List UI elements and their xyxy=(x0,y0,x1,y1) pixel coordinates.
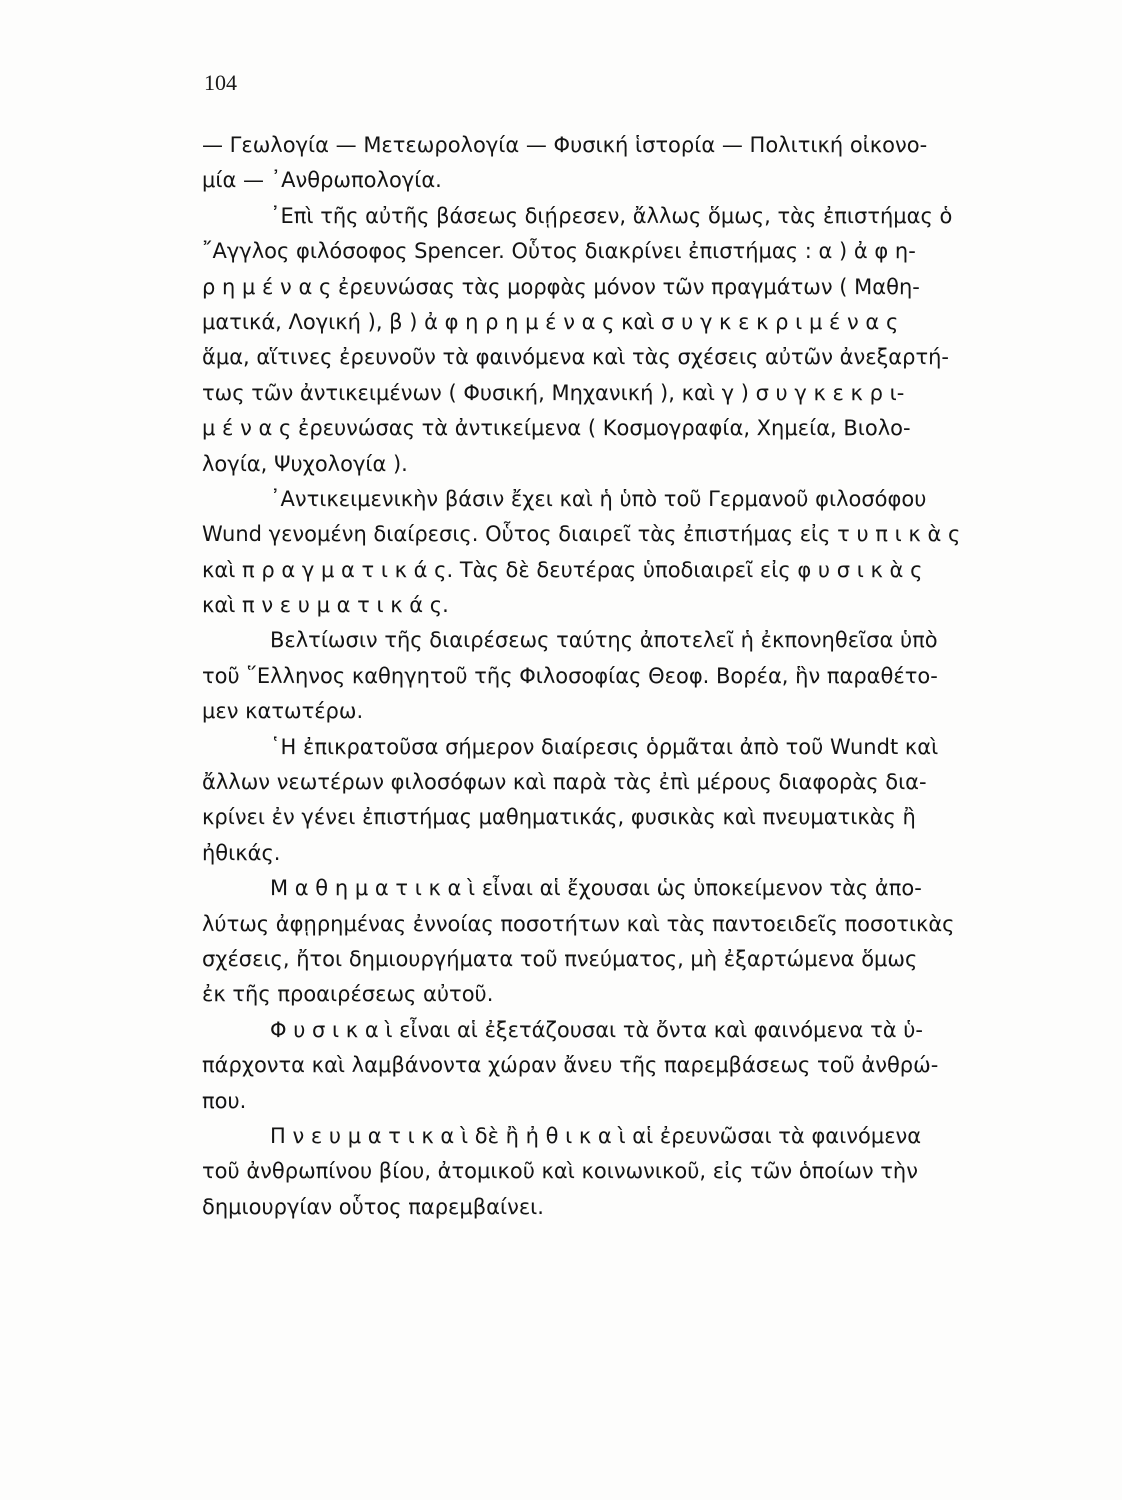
text-line: Π ν ε υ μ α τ ι κ α ὶ δὲ ἢ ἠ θ ι κ α ὶ αἱ ἐρευνῶσαι τὰ φαινόμενα xyxy=(270,1123,922,1148)
text-line: ματικά, Λογική ), β ) ἀ φ η ρ η μ έ ν α ς καὶ σ υ γ κ ε κ ρ ι μ έ ν α ς xyxy=(202,309,899,334)
text-line: καὶ π ρ α γ μ α τ ι κ ά ς. Τὰς δὲ δευτέρας ὑποδιαιρεῖ εἰς φ υ σ ι κ ὰ ς xyxy=(202,557,923,582)
text-line: μεν κατωτέρω. xyxy=(202,699,364,724)
text-line: κρίνει ἐν γένει ἐπιστήμας μαθηματικάς, φυσικὰς καὶ πνευματικὰς ἢ xyxy=(202,805,916,830)
text-line: λύτως ἀφῃρημένας ἐννοίας ποσοτήτων καὶ τὰς παντοειδεῖς ποσοτικὰς xyxy=(202,911,955,936)
text-line: τοῦ ἀνθρωπίνου βίου, ἀτομικοῦ καὶ κοινωνικοῦ, εἰς τῶν ὁποίων τὴν xyxy=(202,1159,918,1184)
text-line: τοῦ ῞Ελληνος καθηγητοῦ τῆς Φιλοσοφίας Θεοφ. Βορέα, ἣν παραθέτο- xyxy=(202,663,938,688)
text-line: που. xyxy=(202,1088,247,1113)
text-line: ἅμα, αἵτινες ἐρευνοῦν τὰ φαινόμενα καὶ τὰς σχέσεις αὐτῶν ἀνεξαρτή- xyxy=(202,345,950,370)
text-line: λογία, Ψυχολογία ). xyxy=(202,451,408,476)
text-line: — Γεωλογία — Μετεωρολογία — Φυσική ἱστορία — Πολιτική οἰκονο- xyxy=(202,133,928,157)
text-line: τως τῶν ἀντικειμένων ( Φυσική, Μηχανική ), καὶ γ ) σ υ γ κ ε κ ρ ι- xyxy=(202,380,905,405)
body-text xyxy=(202,128,1100,1225)
page-number: 104 xyxy=(204,70,237,95)
text-line: Μ α θ η μ α τ ι κ α ὶ εἶναι αἱ ἔχουσαι ὡς ὑποκείμενον τὰς ἀπο- xyxy=(270,876,922,901)
text-line: σχέσεις, ἤτοι δημιουργήματα τοῦ πνεύματος, μὴ ἐξαρτώμενα ὅμως xyxy=(202,946,918,971)
text-line: πάρχοντα καὶ λαμβάνοντα χώραν ἄνευ τῆς παρεμβάσεως τοῦ ἀνθρώ- xyxy=(202,1053,939,1078)
text-line: μία — ᾿Ανθρωπολογία. xyxy=(202,168,442,193)
text-line: δημιουργίαν οὗτος παρεμβαίνει. xyxy=(202,1194,544,1219)
text-line: ᾿Επὶ τῆς αὐτῆς βάσεως διῄρεσεν, ἄλλως ὅμως, τὰς ἐπιστήμας ὁ xyxy=(270,203,953,228)
text-line: ἄλλων νεωτέρων φιλοσόφων καὶ παρὰ τὰς ἐπὶ μέρους διαφορὰς δια- xyxy=(202,770,927,795)
text-line: ἠθικάς. xyxy=(202,840,281,865)
text-line: ῎Αγγλος φιλόσοφος Spencer. Οὗτος διακρίνει ἐπιστήμας : α ) ἀ φ η- xyxy=(202,239,916,264)
text-line: Φ υ σ ι κ α ὶ εἶναι αἱ ἐξετάζουσαι τὰ ὄντα καὶ φαινόμενα τὰ ὑ- xyxy=(270,1017,923,1042)
text-line: ἐκ τῆς προαιρέσεως αὐτοῦ. xyxy=(202,982,494,1007)
text-line: ρ η μ έ ν α ς ἐρευνώσας τὰς μορφὰς μόνον τῶν πραγμάτων ( Μαθη- xyxy=(202,274,920,299)
text-line: μ έ ν α ς ἐρευνώσας τὰ ἀντικείμενα ( Κοσμογραφία, Χημεία, Βιολο- xyxy=(202,416,911,441)
text-line: Βελτίωσιν τῆς διαιρέσεως ταύτης ἀποτελεῖ ἡ ἐκπονηθεῖσα ὑπὸ xyxy=(270,628,938,653)
text-line: ᾿Αντικειμενικὴν βάσιν ἔχει καὶ ἡ ὑπὸ τοῦ Γερμανοῦ φιλοσόφου xyxy=(270,486,927,511)
text-line: Wund γενομένη διαίρεσις. Οὗτος διαιρεῖ τὰς ἐπιστήμας εἰς τ υ π ι κ ὰ ς xyxy=(202,522,961,547)
text-line: ῾Η ἐπικρατοῦσα σήμερον διαίρεσις ὁρμᾶται ἀπὸ τοῦ Wundt καὶ xyxy=(270,734,939,759)
text-line: καὶ π ν ε υ μ α τ ι κ ά ς. xyxy=(202,593,449,618)
